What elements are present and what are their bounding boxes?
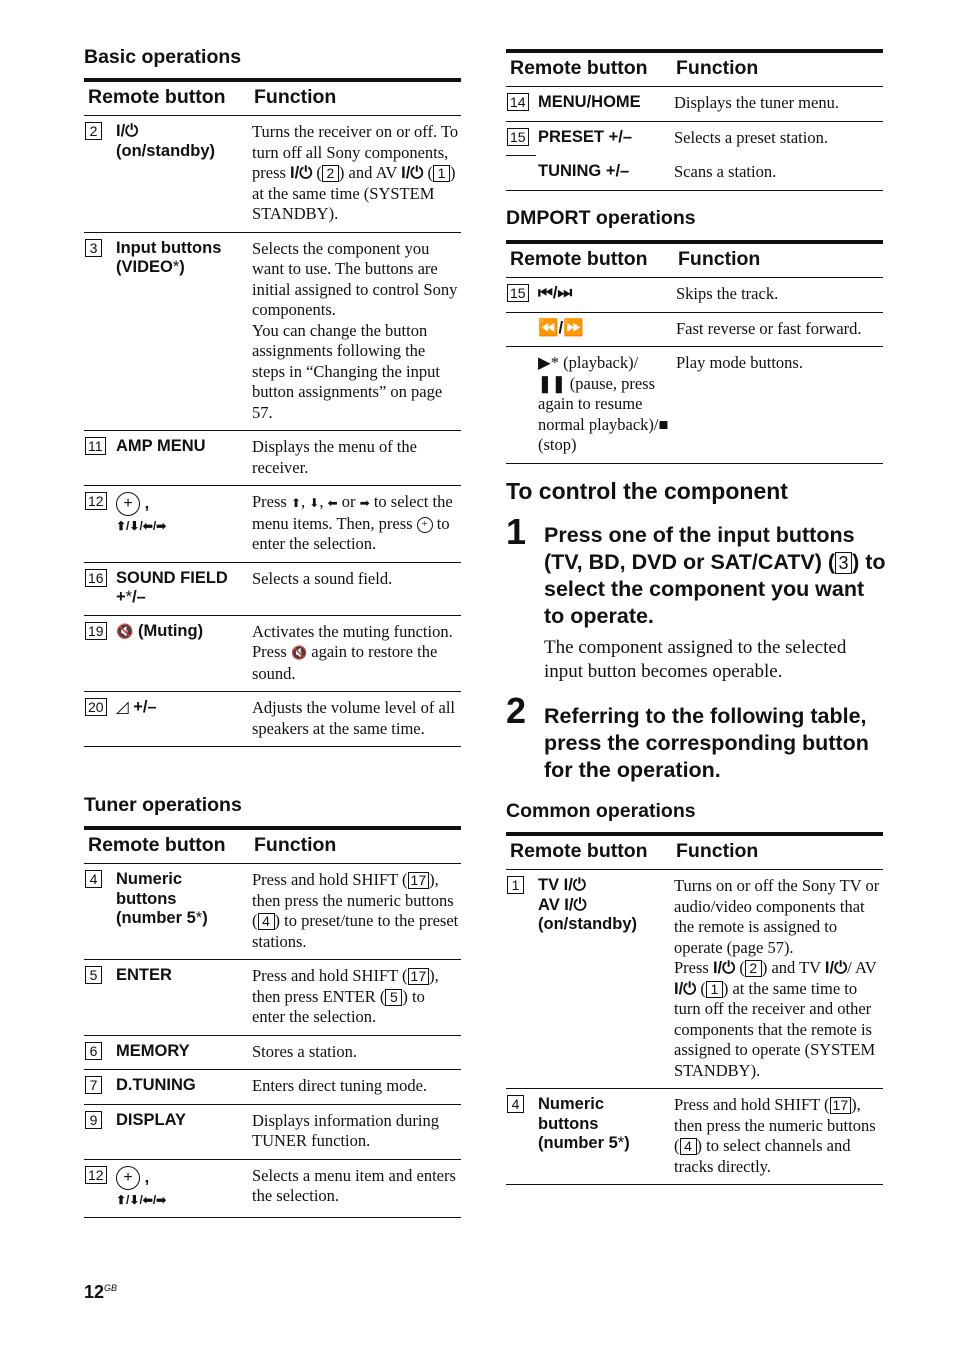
basic-operations-table bbox=[84, 78, 461, 747]
remote-button-name: MEMORY bbox=[114, 1035, 250, 1070]
step-number: 1 bbox=[506, 511, 527, 552]
step-instruction: Press one of the input buttons (TV, BD, DVD or SAT/CATV) ( 3 ) to select the component you want to operate. bbox=[544, 523, 886, 628]
ref-number-box: 1 bbox=[706, 981, 723, 998]
remote-button-name: ▶* (playback)/ ❚❚ (pause, press again to resume normal playback)/■ (stop) bbox=[536, 347, 674, 464]
ref-number-box: 4 bbox=[258, 913, 275, 930]
table-row bbox=[84, 960, 461, 1036]
power-icon: I/⏻ bbox=[712, 959, 736, 977]
power-icon: I/⏻ bbox=[116, 122, 139, 140]
remote-button-name: I/⏻ (on/standby) bbox=[116, 122, 215, 160]
table-row bbox=[84, 116, 461, 233]
ref-number-box: 5 bbox=[385, 989, 402, 1006]
function-description: Play mode buttons. bbox=[674, 347, 883, 464]
remote-button-name: ◿ +/– bbox=[114, 692, 250, 747]
function-description: Adjusts the volume level of all speakers at the same time. bbox=[250, 692, 461, 747]
page-number: $12^{GB}$ bbox=[84, 1282, 118, 1302]
enter-circle-icon: + bbox=[116, 492, 140, 516]
ref-number-box: 17 bbox=[408, 872, 430, 889]
function-description: Press and hold SHIFT ( 17 ), then press the numeric buttons ( 4 ) to preset/tune to the preset stations. bbox=[252, 870, 459, 951]
section-heading: To control the component bbox=[506, 478, 788, 504]
remote-button-name: + , ⬆/⬇/⬅/➡ bbox=[114, 1159, 250, 1218]
remote-button-name: PRESET +/– bbox=[536, 121, 672, 156]
function-description: Skips the track. bbox=[676, 284, 779, 303]
enter-circle-icon: + bbox=[417, 517, 433, 533]
table-row bbox=[84, 232, 461, 431]
skip-track-icon: ⏮/⏭ bbox=[538, 284, 573, 302]
function-description: Press ⬆, ⬇, ⬅ or ➡ to select the menu items. Then, press + to enter the selection. bbox=[250, 486, 461, 563]
arrow-right-icon: ➡ bbox=[359, 496, 370, 510]
ref-number-box: 1 bbox=[433, 165, 450, 182]
ref-number-box: 2 bbox=[85, 122, 102, 140]
table-row bbox=[84, 615, 461, 692]
ref-number-box: 6 bbox=[85, 1042, 102, 1060]
rewind-forward-icon: ⏪/⏩ bbox=[536, 312, 674, 347]
ref-number-box: 9 bbox=[85, 1111, 102, 1129]
ref-number-box: 15 bbox=[507, 128, 529, 146]
table-row bbox=[506, 121, 883, 156]
col-header-function: Function bbox=[672, 834, 883, 870]
function-description: Press and hold SHIFT ( 17 ), then press the numeric buttons ( 4 ) to select channels and tracks directly. bbox=[672, 1089, 883, 1185]
col-header-button: Remote button bbox=[506, 834, 672, 870]
function-description: Press and hold SHIFT ( 17 ), then press ENTER ( 5 ) to enter the selection. bbox=[250, 960, 461, 1036]
col-header-button: Remote button bbox=[506, 51, 672, 87]
arrow-keys-icon: ⬆/⬇/⬅/➡ bbox=[116, 519, 167, 533]
function-description: Selects a menu item and enters the selection. bbox=[250, 1159, 461, 1218]
col-header-button: Remote button bbox=[506, 242, 674, 278]
stop-icon: ■ bbox=[658, 414, 669, 434]
arrow-left-icon: ⬅ bbox=[327, 496, 338, 510]
ref-number-box: 15 bbox=[507, 284, 529, 302]
table-row bbox=[84, 692, 461, 747]
ref-number-box: 4 bbox=[507, 1095, 524, 1113]
function-description: Selects the component you want to use. The buttons are initial assigned to control Sony components. You can change the button assignments following the steps in “Changing the input button assignments” on page 57. bbox=[250, 232, 461, 431]
ref-number-box: 7 bbox=[85, 1076, 102, 1094]
remote-button-name: DISPLAY bbox=[114, 1104, 250, 1159]
col-header-function: Function bbox=[250, 828, 461, 864]
ref-number-box: 1 bbox=[507, 876, 524, 894]
remote-button-name: SOUND FIELD +*/– bbox=[114, 562, 250, 615]
step-note: The component assigned to the selected input button becomes operable. bbox=[544, 637, 847, 682]
ref-number-box: 12 bbox=[85, 492, 107, 510]
col-header-function: Function bbox=[672, 51, 883, 87]
table-row bbox=[506, 347, 883, 464]
col-header-function: Function bbox=[250, 80, 461, 116]
table-row bbox=[84, 864, 461, 960]
remote-button-name: MENU/HOME bbox=[538, 93, 641, 111]
arrow-keys-icon: ⬆/⬇/⬅/➡ bbox=[116, 1192, 167, 1207]
section-title-tuner: Tuner operations bbox=[84, 794, 242, 816]
table-row bbox=[84, 1070, 461, 1105]
col-header-button: Remote button bbox=[84, 828, 250, 864]
ref-number-box: 20 bbox=[85, 698, 107, 716]
function-description: Selects a sound field. bbox=[250, 562, 461, 615]
table-row bbox=[506, 87, 883, 122]
dmport-operations-table bbox=[506, 240, 883, 464]
remote-button-name: Input buttons (VIDEO*) bbox=[114, 232, 250, 431]
ref-number-box: 14 bbox=[507, 93, 529, 111]
tuner-operations-table bbox=[84, 826, 461, 1218]
power-icon: I/⏻ bbox=[674, 979, 697, 998]
tuner-operations-table-continued bbox=[506, 49, 883, 191]
remote-button-name: Numeric buttons (number 5*) bbox=[116, 870, 208, 927]
table-row bbox=[84, 431, 461, 486]
ref-number-box: 12 bbox=[85, 1166, 107, 1184]
power-icon: I/⏻ bbox=[824, 959, 848, 977]
function-description: Displays the tuner menu. bbox=[674, 93, 839, 112]
pause-icon: ❚❚ bbox=[538, 374, 566, 393]
power-icon: I/⏻ bbox=[401, 164, 424, 182]
remote-button-name: Numeric buttons (number 5*) bbox=[536, 1089, 672, 1185]
function-description: Stores a station. bbox=[250, 1035, 461, 1070]
section-title-common: Common operations bbox=[506, 800, 696, 822]
volume-icon: ◿ bbox=[116, 698, 129, 716]
section-title-dmport: DMPORT operations bbox=[506, 207, 696, 229]
table-row bbox=[84, 1035, 461, 1070]
ref-number-box: 2 bbox=[745, 960, 762, 977]
function-description: Displays information during TUNER function. bbox=[250, 1104, 461, 1159]
common-operations-table bbox=[506, 832, 883, 1185]
table-row bbox=[84, 1104, 461, 1159]
remote-button-name: + , ⬆/⬇/⬅/➡ bbox=[114, 486, 250, 563]
step-instruction: Referring to the following table, press the corresponding button for the operation. bbox=[544, 704, 869, 782]
muting-icon: 🔇 bbox=[116, 622, 134, 639]
function-description: Enters direct tuning mode. bbox=[250, 1070, 461, 1105]
ref-number-box: 17 bbox=[408, 968, 430, 985]
section-title-basic: Basic operations bbox=[84, 46, 242, 68]
function-description: Selects a preset station. bbox=[672, 121, 883, 156]
arrow-down-icon: ⬇ bbox=[309, 496, 320, 510]
table-row bbox=[506, 156, 883, 191]
ref-number-box: 3 bbox=[85, 239, 102, 257]
table-row bbox=[506, 1089, 883, 1185]
ref-number-box: 3 bbox=[835, 552, 852, 574]
table-row bbox=[506, 870, 883, 1089]
play-icon: ▶ bbox=[538, 353, 551, 372]
arrow-up-icon: ⬆ bbox=[290, 496, 302, 510]
remote-button-name: D.TUNING bbox=[114, 1070, 250, 1105]
power-icon: I/⏻ bbox=[290, 164, 313, 182]
muting-icon: 🔇 bbox=[290, 645, 308, 660]
step-number: 2 bbox=[506, 690, 527, 731]
ref-number-box: 4 bbox=[85, 870, 102, 888]
table-row bbox=[506, 312, 883, 347]
ref-number-box: 19 bbox=[85, 622, 107, 640]
function-description: Turns on or off the Sony TV or audio/video components that the remote is assigned to operate (page 57). Press I/⏻ ( 2 ) and TV I/⏻/ AV I/⏻ ( 1 ) at the same time to turn off the receiver and other components that the remote is assigned to operate (SYSTEM STANDBY). bbox=[674, 876, 880, 1080]
function-description: Displays the menu of the receiver. bbox=[250, 431, 461, 486]
remote-button-name: 🔇 (Muting) bbox=[114, 615, 250, 692]
ref-number-box: 5 bbox=[85, 966, 102, 984]
table-row bbox=[84, 486, 461, 563]
enter-circle-icon: + bbox=[116, 1166, 140, 1190]
function-description: Turns the receiver on or off. To turn off all Sony components, press I/⏻ ( 2 ) and AV I/⏻ ( 1 ) at the same time (SYSTEM STANDBY). bbox=[252, 122, 459, 223]
ref-number-box: 4 bbox=[680, 1138, 697, 1155]
ref-number-box: 17 bbox=[830, 1097, 852, 1114]
remote-button-name: TV I/⏻ AV I/⏻ (on/standby) bbox=[538, 876, 637, 933]
function-description: Fast reverse or fast forward. bbox=[674, 312, 883, 347]
col-header-button: Remote button bbox=[84, 80, 250, 116]
remote-button-name: AMP MENU bbox=[114, 431, 250, 486]
ref-number-box: 2 bbox=[322, 165, 339, 182]
function-description: Scans a station. bbox=[672, 156, 883, 191]
ref-number-box: 16 bbox=[85, 569, 107, 587]
ref-number-box: 11 bbox=[85, 437, 106, 455]
table-row bbox=[84, 1159, 461, 1218]
col-header-function: Function bbox=[674, 242, 883, 278]
table-row bbox=[84, 562, 461, 615]
table-row bbox=[506, 278, 883, 313]
function-description: Activates the muting function. Press 🔇 again to restore the sound. bbox=[250, 615, 461, 692]
remote-button-name: ENTER bbox=[114, 960, 250, 1036]
remote-button-name: TUNING +/– bbox=[536, 156, 672, 191]
